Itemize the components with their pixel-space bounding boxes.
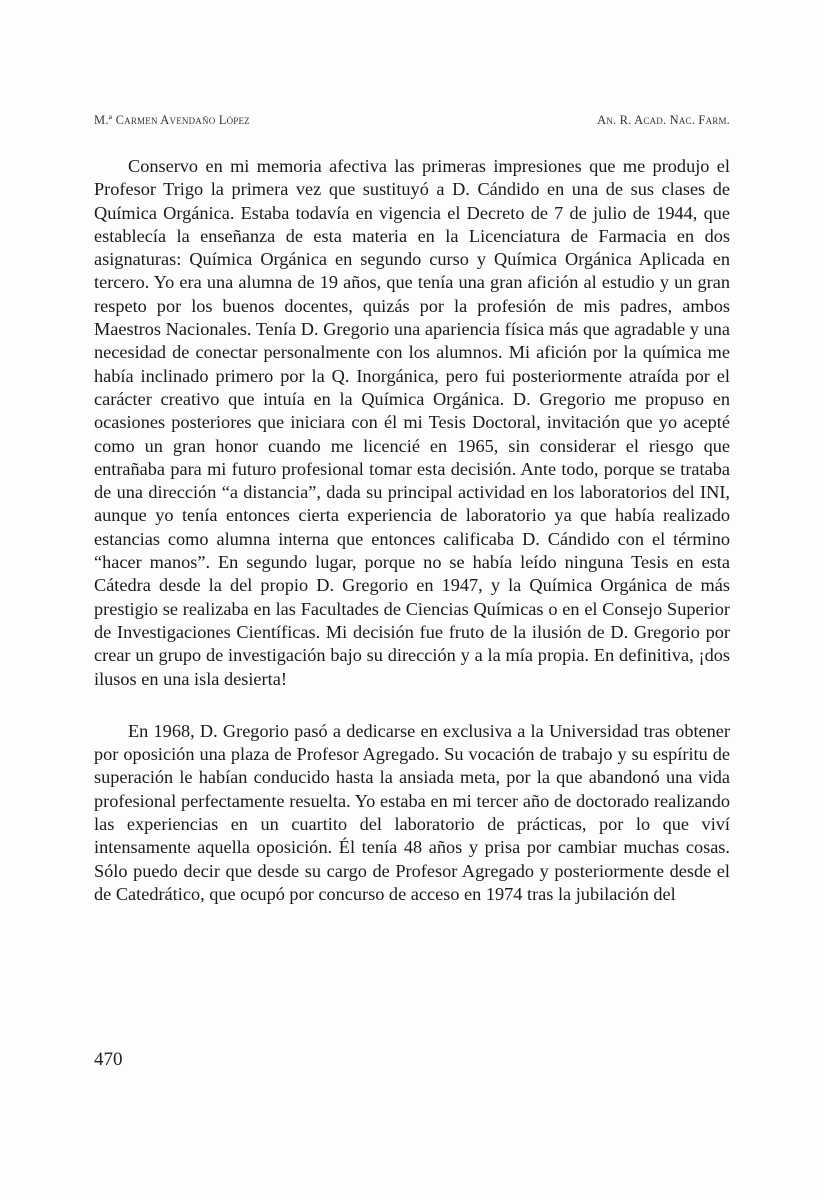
- body-text: [94, 155, 730, 906]
- paragraph-1: Conservo en mi memoria afectiva las primeras impresiones que me produjo el Profesor Trigo la primera vez que sustituyó a D. Cándido en una de sus clases de Química Orgánica. Estaba todavía en vigencia el Decreto de 7 de julio de 1944, que establecía la enseñanza de esta materia en la Licenciatura de Farmacia en dos asignaturas: Química Orgánica en segundo curso y Química Orgánica Aplicada en tercero. Yo era una alumna de 19 años, que tenía una gran afición al estudio y un gran respeto por los buenos docentes, quizás por la profesión de mis padres, ambos Maestros Nacionales. Tenía D. Gregorio una apariencia física más que agradable y una necesidad de conectar personalmente con los alumnos. Mi afición por la química me había inclinado primero por la Q. Inorgánica, pero fui posteriormente atraída por el carácter creativo que intuía en la Química Orgánica. D. Gregorio me propuso en ocasiones posteriores que iniciara con él mi Tesis Doctoral, invitación que yo acepté como un gran honor cuando me licencié en 1965, sin considerar el riesgo que entrañaba para mi futuro profesional tomar esta decisión. Ante todo, porque se trataba de una dirección “a distancia”, dada su principal actividad en los laboratorios del INI, aunque yo tenía entonces cierta experiencia de laboratorio ya que había realizado estancias como alumna interna que entonces calificaba D. Cándido con el término “hacer manos”. En segundo lugar, porque no se había leído ninguna Tesis en esta Cátedra desde la del propio D. Gregorio en 1947, y la Química Orgánica de más prestigio se realizaba en las Facultades de Ciencias Químicas o en el Consejo Superior de Investigaciones Científicas. Mi decisión fue fruto de la ilusión de D. Gregorio por crear un grupo de investigación bajo su dirección y a la mía propia. En definitiva, ¡dos ilusos en una isla desierta!: [94, 156, 730, 689]
- paragraph-spacer: [94, 691, 730, 720]
- paragraph-2: En 1968, D. Gregorio pasó a dedicarse en exclusiva a la Universidad tras obtener por oposición una plaza de Profesor Agregado. Su vocación de trabajo y su espíritu de superación le habían conducido hasta la ansiada meta, por la que abandonó una vida profesional perfectamente resuelta. Yo estaba en mi tercer año de doctorado realizando las experiencias en un cuartito del laboratorio de prácticas, por lo que viví intensamente aquella oposición. Él tenía 48 años y prisa por cambiar muchas cosas. Sólo puedo decir que desde su cargo de Profesor Agregado y posteriormente desde el de Catedrático, que ocupó por concurso de acceso en 1974 tras la jubilación del: [94, 720, 730, 904]
- running-head-journal: An. R. Acad. Nac. Farm.: [597, 113, 730, 127]
- page-number: 470: [94, 1049, 123, 1070]
- running-head: [94, 113, 730, 133]
- running-head-author: M.ª Carmen Avendaño López: [94, 113, 250, 127]
